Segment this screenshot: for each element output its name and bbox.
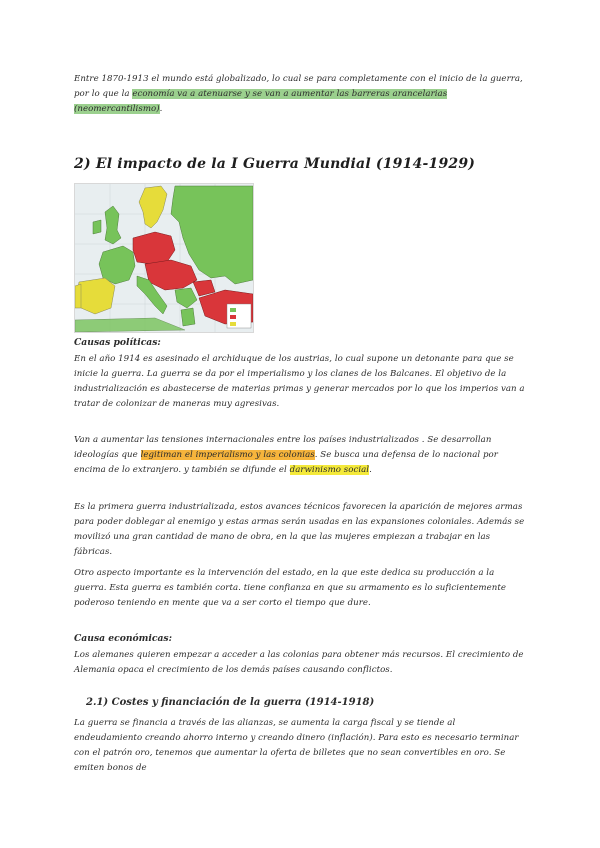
p2-highlight-darwinism: darwinismo social: [289, 465, 370, 475]
intro-text: Entre 1870-1913 el mundo está globalizado, lo cual se para completamente con el inicio de la guerra, por lo que la: [74, 74, 523, 99]
political-paragraph-3: Es la primera guerra industrializada, estos avances técnicos favorecen la aparición de mejores armas para poder doblegar al enemigo y estas armas serán usadas en las expansiones coloniales. Además se movilizó una gran cantidad de mano de obra, en la que las mujeres empiezan a trabajar en las fábricas.: [74, 502, 525, 557]
economic-causes-heading: Causa económicas:: [74, 633, 172, 644]
p2-text-a: Van a aumentar las tensiones internacionales entre los países industrializados . Se desarrollan ideologías que: [74, 435, 492, 460]
europe-map-graphic: [75, 184, 253, 332]
section-title: 2) El impacto de la I Guerra Mundial (1914-1929): [74, 156, 476, 172]
europe-wwi-map: [74, 183, 254, 333]
political-paragraph-4: Otro aspecto importante es la intervención del estado, en la que este dedica su producción a la guerra. Esta guerra es también corta. tiene confianza en que su armamento es lo suficientemente poderoso teniendo en mente que va a ser corto el tiempo que dure.: [74, 568, 506, 608]
political-paragraph-1: En el año 1914 es asesinado el archiduque de los austrias, lo cual supone un detonante para que se inicie la guerra. La guerra se da por el imperialismo y los clanes de los Balcanes. El objetivo de la industrialización es abastecerse de materias primas y generar mercados por lo que los imperios van a tratar de colonizar de maneras muy agresivas.: [74, 354, 525, 409]
political-causes-heading: Causas políticas:: [74, 337, 161, 348]
political-paragraph-2: [74, 433, 526, 478]
subsection-paragraph-1: La guerra se financia a través de las alianzas, se aumenta la carga fiscal y se tiende al endeudamiento creando ahorro interno y creando dinero (inflación). Para esto es necesario terminar con el patrón oro, tenemos que aumentar la oferta de billetes que no sean convertibles en oro. Se emiten bonos de: [74, 718, 519, 773]
intro-highlight: economía va a atenuarse y se van a aumentar las barreras arancelarias (neomercantilismo): [74, 89, 448, 114]
intro-paragraph: [74, 72, 526, 117]
p2-highlight-imperialism: legitiman el imperialismo y las colonias: [140, 450, 315, 460]
p2-text-b: . Se busca una defensa de lo nacional por encima de lo extranjero. y también se difunde el: [74, 450, 498, 475]
intro-end: .: [159, 104, 163, 114]
p2-text-c: .: [369, 465, 372, 475]
economic-paragraph-1: Los alemanes quieren empezar a acceder a las colonias para obtener más recursos. El crecimiento de Alemania opaca el crecimiento de los demás países causando conflictos.: [74, 650, 524, 675]
subsection-title: 2.1) Costes y financiación de la guerra (1914-1918): [86, 697, 375, 708]
